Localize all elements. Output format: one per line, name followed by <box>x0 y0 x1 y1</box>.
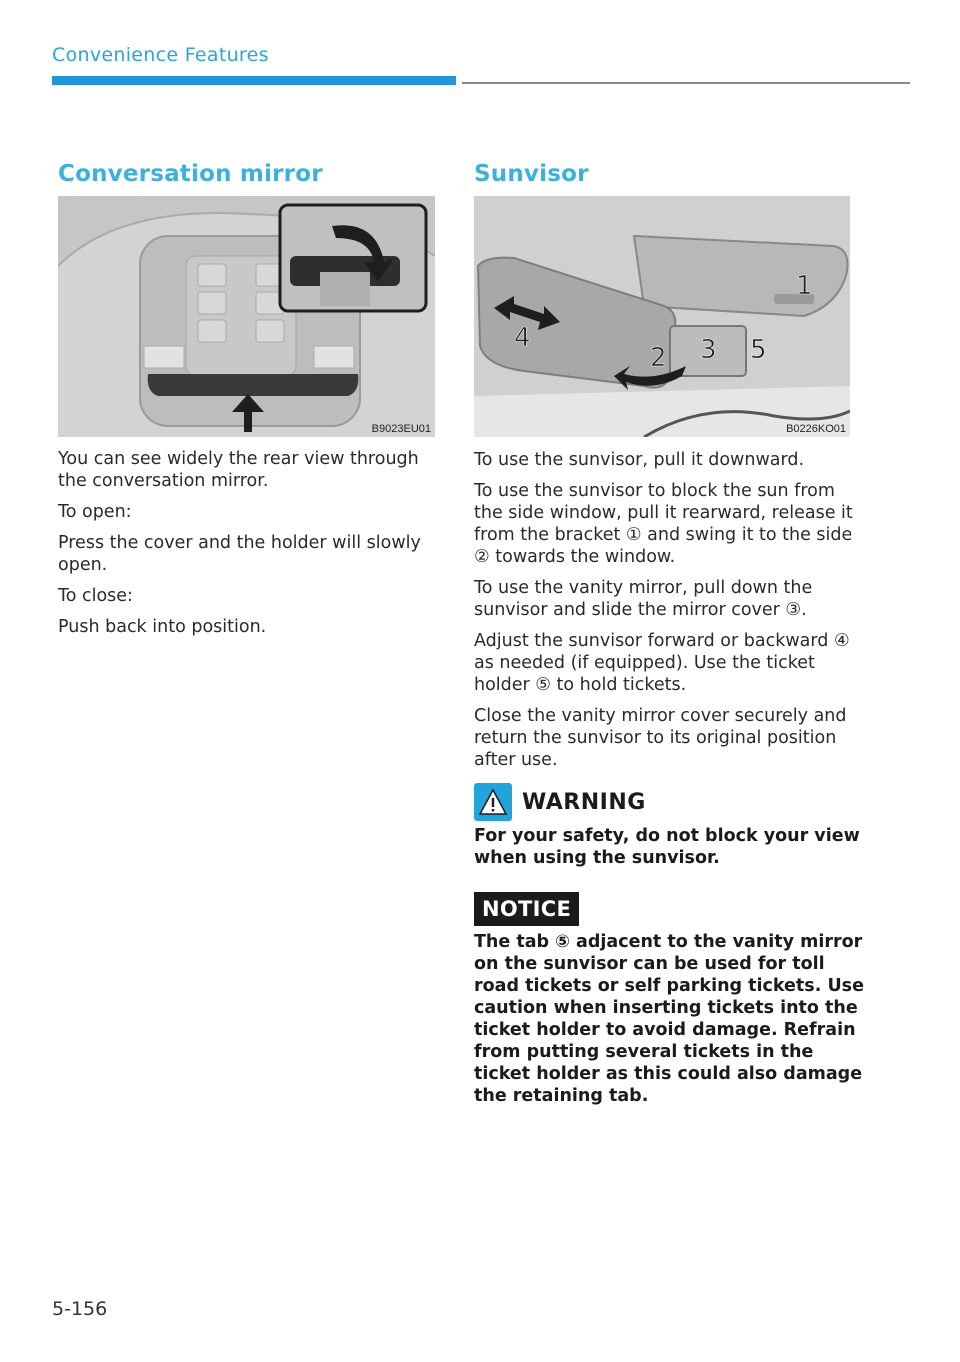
warning-label: WARNING <box>522 789 646 815</box>
callout-3: 3 <box>700 335 717 365</box>
paragraph: You can see widely the rear view through the conversation mirror. <box>58 449 419 491</box>
conversation-mirror-body <box>58 448 438 647</box>
paragraph: Push back into position. <box>58 617 267 637</box>
paragraph: Close the vanity mirror cover securely and return the sunvisor to its original position after use. <box>474 706 847 770</box>
paragraph: Press the cover and the holder will slowly open. <box>58 533 421 575</box>
warning-triangle-icon <box>474 783 512 821</box>
paragraph: To use the sunvisor, pull it downward. <box>474 450 805 470</box>
paragraph: To close: <box>58 586 133 606</box>
conversation-mirror-heading: Conversation mirror <box>58 161 323 187</box>
sunvisor-figure-code: B0226KO01 <box>786 423 846 435</box>
notice-text: The tab ⑤ adjacent to the vanity mirror on the sunvisor can be used for toll road tickets or self parking tickets. Use caution when inserting tickets into the ticket holder to avoid damage. Refrain from putting several tickets in the ticket holder as this could also damage the retaining tab. <box>474 932 864 1106</box>
header-title: Convenience Features <box>52 44 269 66</box>
sunvisor-body <box>474 449 859 780</box>
conversation-mirror-illustration <box>58 196 435 437</box>
warning-text: For your safety, do not block your view when using the sunvisor. <box>474 826 860 868</box>
notice-badge: NOTICE <box>474 892 579 926</box>
callout-1: 1 <box>796 271 813 301</box>
conversation-mirror-figure <box>58 196 435 437</box>
callout-4: 4 <box>514 323 531 353</box>
paragraph: To use the sunvisor to block the sun from the side window, pull it rearward, release it from the bracket ① and swing it to the side ② towards the window. <box>474 481 853 567</box>
paragraph: To open: <box>58 502 132 522</box>
warning-header <box>474 783 646 821</box>
page-number: 5-156 <box>52 1298 108 1320</box>
sunvisor-illustration <box>474 196 850 437</box>
conversation-mirror-figure-code: B9023EU01 <box>371 423 431 435</box>
sunvisor-figure <box>474 196 850 437</box>
header-divider <box>462 82 910 84</box>
paragraph: Adjust the sunvisor forward or backward ④ as needed (if equipped). Use the ticket holder ⑤ to hold tickets. <box>474 631 850 695</box>
paragraph: To use the vanity mirror, pull down the sunvisor and slide the mirror cover ③. <box>474 578 813 620</box>
sunvisor-heading: Sunvisor <box>474 161 589 187</box>
callout-5: 5 <box>750 335 767 365</box>
callout-2: 2 <box>650 343 667 373</box>
header-accent-bar <box>52 76 456 85</box>
